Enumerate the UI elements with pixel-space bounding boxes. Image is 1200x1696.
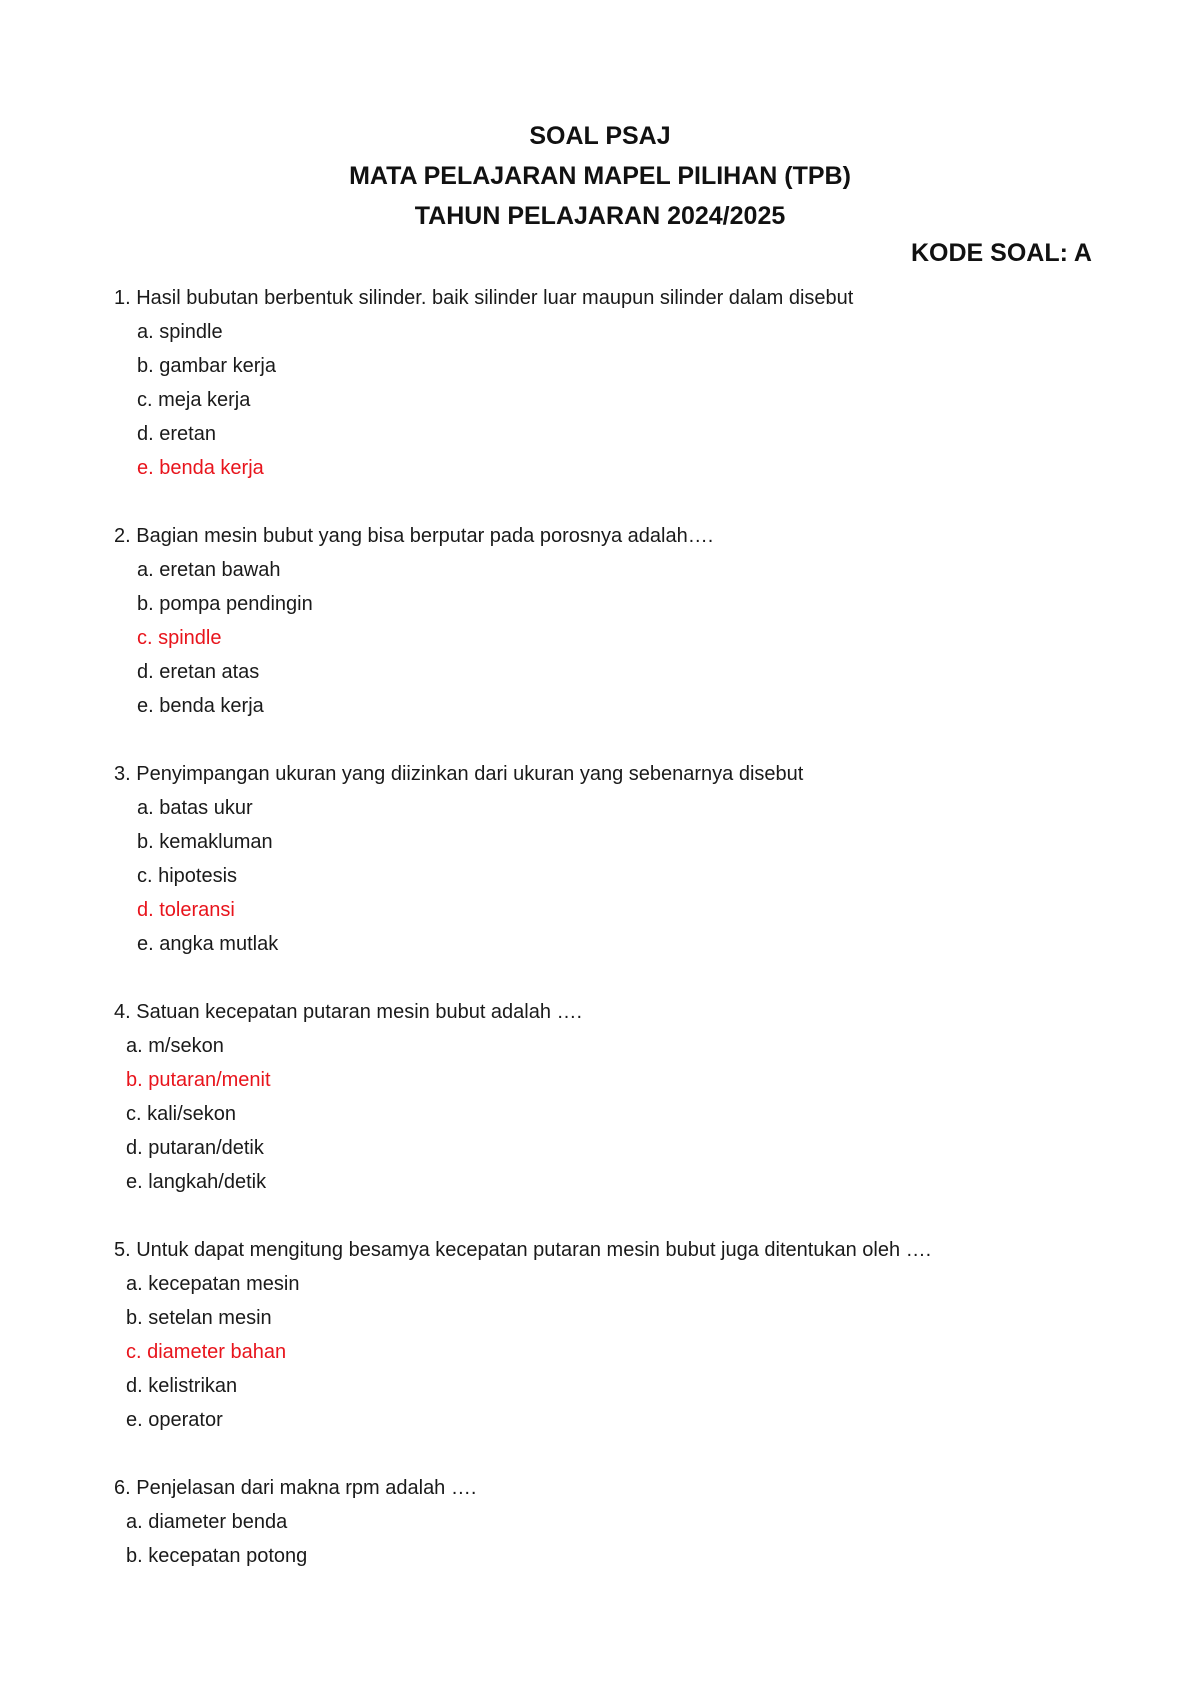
option-d: d. toleransi bbox=[137, 899, 235, 921]
question-5 bbox=[114, 1233, 1114, 1437]
question-text: 2. Bagian mesin bubut yang bisa berputar pada porosnya adalah…. bbox=[114, 525, 714, 547]
option-d: d. eretan atas bbox=[137, 661, 260, 683]
option-a: a. m/sekon bbox=[126, 1035, 224, 1057]
option-c: c. spindle bbox=[137, 627, 222, 649]
option-a: a. kecepatan mesin bbox=[126, 1273, 300, 1295]
exam-code: KODE SOAL: A bbox=[910, 239, 1092, 267]
option-b: b. pompa pendingin bbox=[137, 593, 313, 615]
question-6 bbox=[114, 1471, 1114, 1573]
page-title: SOAL PSAJ bbox=[529, 122, 671, 150]
option-b: b. kecepatan potong bbox=[126, 1545, 308, 1567]
option-c: c. hipotesis bbox=[137, 865, 238, 887]
option-d: d. eretan bbox=[137, 423, 216, 445]
option-c: c. kali/sekon bbox=[126, 1103, 237, 1125]
question-list bbox=[114, 281, 1114, 1607]
option-b: b. kemakluman bbox=[137, 831, 273, 853]
option-d: d. kelistrikan bbox=[126, 1375, 238, 1397]
option-c: c. meja kerja bbox=[137, 389, 251, 411]
option-e: e. langkah/detik bbox=[126, 1171, 267, 1193]
academic-year: TAHUN PELAJARAN 2024/2025 bbox=[414, 202, 786, 230]
question-2 bbox=[114, 519, 1114, 723]
question-text: 1. Hasil bubutan berbentuk silinder. baik silinder luar maupun silinder dalam disebut bbox=[114, 287, 854, 309]
question-text: 5. Untuk dapat mengitung besamya kecepatan putaran mesin bubut juga ditentukan oleh …. bbox=[114, 1239, 932, 1261]
question-1 bbox=[114, 281, 1114, 485]
option-a: a. spindle bbox=[137, 321, 223, 343]
question-text: 6. Penjelasan dari makna rpm adalah …. bbox=[114, 1477, 477, 1499]
question-4 bbox=[114, 995, 1114, 1199]
option-b: b. setelan mesin bbox=[126, 1307, 272, 1329]
option-e: e. operator bbox=[126, 1409, 223, 1431]
option-e: e. benda kerja bbox=[137, 457, 264, 479]
option-a: a. diameter benda bbox=[126, 1511, 288, 1533]
option-a: a. eretan bawah bbox=[137, 559, 281, 581]
subject-title: MATA PELAJARAN MAPEL PILIHAN (TPB) bbox=[349, 162, 851, 190]
question-3 bbox=[114, 757, 1114, 961]
question-text: 3. Penyimpangan ukuran yang diizinkan dari ukuran yang sebenarnya disebut bbox=[114, 763, 804, 785]
option-e: e. angka mutlak bbox=[137, 933, 279, 955]
option-b: b. gambar kerja bbox=[137, 355, 276, 377]
option-c: c. diameter bahan bbox=[126, 1341, 287, 1363]
option-e: e. benda kerja bbox=[137, 695, 264, 717]
document-header bbox=[0, 116, 1200, 236]
option-d: d. putaran/detik bbox=[126, 1137, 264, 1159]
option-b: b. putaran/menit bbox=[126, 1069, 271, 1091]
option-a: a. batas ukur bbox=[137, 797, 253, 819]
question-text: 4. Satuan kecepatan putaran mesin bubut adalah …. bbox=[114, 1001, 583, 1023]
